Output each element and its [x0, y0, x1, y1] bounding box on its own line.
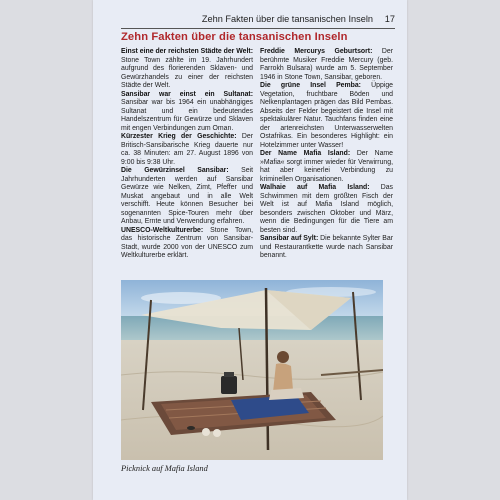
fact-heading: Einst eine der reichsten Städte der Welt: [121, 48, 253, 55]
running-title: Zehn Fakten über die tansanischen Inseln [201, 14, 373, 24]
page-number: 17 [384, 14, 395, 24]
fact-item [260, 82, 393, 150]
book-page [93, 0, 407, 500]
fact-text: Stone Town zählte im 19. Jahrhundert aufgrund des florierenden Sklaven- und Gewürzhandels zu einer der reichsten Städte der Welt. [121, 56, 253, 89]
fact-text: Sansibar war bis 1964 ein unabhängiges Sultanat und ein bedeutendes Handelszentrum für Gewürze und Sklaven mit engen Verbindungen zum Oman. [121, 99, 253, 132]
fact-text: Der Britisch-Sansibarische Krieg dauerte nur ca. 38 Minuten: am 27. August 1896 von 9:00 bis 9:38 Uhr. [121, 133, 253, 166]
running-head [121, 14, 395, 29]
fact-text: Der berühmte Musiker Freddie Mercury (geb. Farrokh Bulsara) wurde am 5. September 1946 in Stone Town, Sansibar, geboren. [260, 48, 393, 81]
facts-column-left [121, 48, 253, 261]
fact-item [121, 48, 253, 91]
fact-item [121, 227, 253, 261]
fact-heading: Freddie Mercurys Geburtsort: [260, 48, 373, 55]
fact-heading: Die grüne Insel Pemba: [260, 82, 361, 89]
fact-text: Der Name »Mafia« sorgt immer wieder für Verwirrung, hat aber keinerlei Verbindung zu kriminellen Organisationen. [260, 150, 393, 183]
fact-text: Das Schwimmen mit dem größten Fisch der Welt ist auf Mafia Island möglich, besonders zwischen Oktober und März, wenn die Bedingungen für die Tiere am besten sind. [260, 184, 394, 234]
fact-item [121, 167, 253, 227]
fact-text: Seit Jahrhunderten werden auf Sansibar Gewürze wie Nelken, Zimt, Pfeffer und Muskat angebaut und in alle Welt verschifft. Heute können Besucher bei sogenannten Spice-Touren mehr über Anbau, Ernte und Verwendung erfahren. [121, 167, 253, 225]
fact-heading: Die Gewürzinsel Sansibar: [121, 167, 229, 174]
fact-item [260, 150, 393, 184]
beach-picnic-photo [121, 280, 383, 460]
fact-item [121, 133, 253, 167]
fact-heading: UNESCO-Weltkulturerbe: [121, 226, 204, 234]
fact-heading: Der Name Mafia Island: [260, 150, 351, 157]
facts-column-right [260, 48, 393, 261]
basket [221, 376, 237, 394]
fact-text: Die bekannte Sylter Bar und Restaurantkette wurde nach Sansibar benannt. [260, 235, 393, 259]
fact-item [260, 235, 393, 261]
chapter-title: Zehn Fakten über die tansanischen Inseln [121, 31, 348, 43]
fact-heading: Sansibar auf Sylt: [260, 235, 319, 242]
fact-text: Stone Town, das historische Zentrum von Sansibar-Stadt, wurde 2000 von der UNESCO zum Weltkulturerbe erklärt. [121, 226, 253, 259]
fact-item [260, 48, 393, 82]
fact-item [121, 91, 253, 134]
photo-caption: Picknick auf Mafia Island [121, 464, 208, 473]
fact-heading: Sansibar war einst ein Sultanat: [121, 90, 253, 98]
fact-heading: Walhaie auf Mafia Island: [260, 184, 370, 191]
fact-text: Üppige Vegetation, fruchtbare Böden und Nelkenplantagen prägen das Bild Pembas. Abseits der Felder begeistert die Insel mit spektakulärer Natur. Tauchfans finden eine der artenreichsten Unterwasserwelten Ostafrikas. Ein besonderes Highlight: ein Hotelzimmer unter Wasser! [260, 82, 393, 149]
fact-heading: Kürzester Krieg der Geschichte: [121, 133, 237, 140]
fact-item [260, 184, 393, 235]
person [277, 351, 289, 363]
